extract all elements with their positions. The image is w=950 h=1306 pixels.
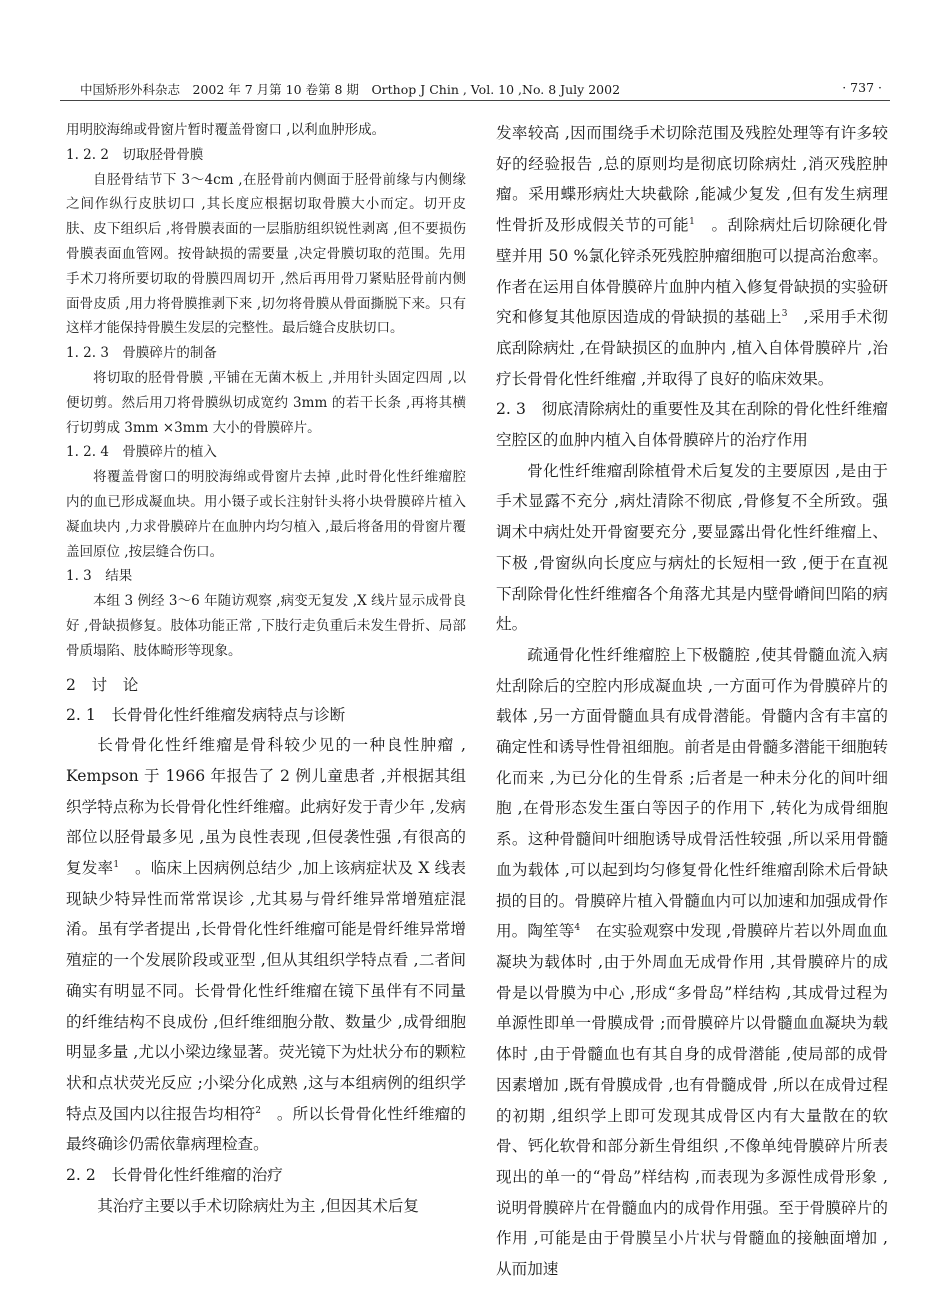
paragraph: 本组 3 例经 3～6 年随访观察 ,病变无复发 ,X 线片显示成骨良好 ,骨缺损修复。肢体功能正常 ,下肢行走负重后未发生骨折、局部骨质塌陷、肢体畸形等现象。 — [66, 593, 466, 659]
text-run: 。所以长骨骨化性纤维瘤的最终确诊仍需依靠病理检查。 — [66, 1104, 466, 1154]
paragraph: 将切取的胫骨骨膜 ,平铺在无菌木板上 ,并用针头固定四周 ,以便切剪。然后用刀将骨膜纵切成宽约 3mm 的若干长条 ,再将其横行切剪成 3mm ×3mm 大小的骨膜碎片。 — [66, 369, 466, 436]
subsection-heading: 1. 2. 4 骨膜碎片的植入 — [66, 444, 217, 461]
subsection-heading: 2. 1 长骨骨化性纤维瘤发病特点与诊断 — [66, 705, 346, 724]
subsection-heading: 1. 2. 3 骨膜碎片的制备 — [66, 345, 217, 362]
paragraph: 自胫骨结节下 3～4cm ,在胫骨前内侧面于胫骨前缘与内侧缘之间作纵行皮肤切口 ,其长度应根据切取骨膜大小而定。切开皮肤、皮下组织后 ,将骨膜表面的一层脂肪组织锐性剥离 ,但不要损伤骨膜表面血管网。按骨缺损的需要量 ,决定骨膜切取的范围。先用手术刀将所要切取的骨膜四周切开 ,然后再用骨刀紧贴胫骨前内侧面骨皮质 ,用力将骨膜推剥下来 ,切勿将骨膜从骨面撕脱下来。只有这样才能保持骨膜生发层的完整性。最后缝合皮肤切口。 — [66, 171, 466, 337]
journal-citation: 中国矫形外科杂志 2002 年 7 月第 10 卷第 8 期 Orthop J Chin , Vol. 10 ,No. 8 July 2002 — [80, 82, 621, 97]
section-heading: 2 讨 论 — [66, 675, 139, 694]
left-column — [66, 118, 466, 1221]
paragraph: 骨化性纤维瘤刮除植骨术后复发的主要原因 ,是由于手术显露不充分 ,病灶清除不彻底 ,骨修复不全所致。强调术中病灶处开骨窗要充分 ,要显露出骨化性纤维瘤上、下极 ,骨窗纵向长度应与病灶的长短相一致 ,便于在直视下刮除骨化性纤维瘤各个角落尤其是内壁骨嵴间凹陷的病灶。 — [496, 461, 888, 634]
right-column — [496, 118, 888, 1285]
text-run: 长骨骨化性纤维瘤是骨科较少见的一种良性肿瘤 , Kempson 于 1966 年报告了 2 例儿童患者 ,并根据其组织学特点称为长骨骨化性纤维瘤。此病好发于青少年 ,发病部位以胫骨最多见 ,虽为良性表现 ,但侵袭性强 ,有很高的复发率 — [66, 736, 466, 878]
subsection-heading: 2. 3 彻底清除病灶的重要性及其在刮除的骨化性纤维瘤空腔区的血肿内植入自体骨膜碎片的治疗作用 — [496, 400, 888, 450]
subsection-heading: 2. 2 长骨骨化性纤维瘤的治疗 — [66, 1166, 283, 1185]
running-header — [60, 78, 890, 101]
paragraph: 其治疗主要以手术切除病灶为主 ,但因其术后复 — [97, 1196, 419, 1215]
text-run: 疏通骨化性纤维瘤腔上下极髓腔 ,使其骨髓血流入病灶刮除后的空腔内形成凝血块 ,一方面可作为骨膜碎片的载体 ,另一方面骨髓血具有成骨潜能。骨髓内含有丰富的确定性和诱导性骨祖细胞。前者是由骨髓多潜能干细胞转化而来 ,为已分化的生骨系 ;后者是一种未分化的间叶细胞 ,在骨形态发生蛋白等因子的作用下 ,转化为成骨细胞系。这种骨髓间叶细胞诱导成骨活性较强 ,所以采用骨髓血为载体 ,可以起到均匀修复骨化性纤维瘤刮除术后骨缺损的目的。骨膜碎片植入骨髓血内可以加速和加强成骨作用。陶笙等 — [496, 645, 888, 941]
page-number: · 737 · — [842, 80, 882, 95]
subsection-heading: 1. 2. 2 切取胫骨骨膜 — [66, 146, 204, 163]
citation-ref: 2 — [255, 1105, 261, 1116]
text-run: 在实验观察中发现 ,骨膜碎片若以外周血血凝块为载体时 ,由于外周血无成骨作用 ,其骨膜碎片的成骨是以骨膜为中心 ,形成“多骨岛”样结构 ,其成骨过程为单源性即单一骨膜成骨 ;而骨膜碎片以骨髓血血凝块为载体时 ,由于骨髓血也有其自身的成骨潜能 ,使局部的成骨因素增加 ,既有骨膜成骨 ,也有骨髓成骨 ,所以在成骨过程的初期 ,组织学上即可发现其成骨区内有大量散在的软骨、钙化软骨和部分新生骨组织 ,不像单纯骨膜碎片所表现出的单一的“骨岛”样结构 ,而表现为多源性成骨形象 ,说明骨膜碎片在骨髓血内的成骨作用强。至于骨膜碎片的作用 ,可能是由于骨膜呈小片状与骨髓血的接触面增加 ,从而加速 — [496, 922, 888, 1279]
paragraph — [496, 118, 888, 394]
citation-ref: 4 — [574, 923, 581, 934]
text-run: ,采用手术彻底刮除病灶 ,在骨缺损区的血肿内 ,植入自体骨膜碎片 ,治疗长骨骨化性纤维瘤 ,并取得了良好的临床效果。 — [496, 308, 888, 388]
citation-ref: 1 — [113, 860, 120, 871]
text-run: 。刮除病灶后切除硬化骨壁并用 50 %氯化锌杀死残腔肿瘤细胞可以提高治愈率。作者在运用自体骨膜碎片血肿内植入修复骨缺损的实验研究和修复其他原因造成的骨缺损的基础上 — [496, 216, 888, 327]
text-run: 。临床上因病例总结少 ,加上该病症状及 X 线表现缺少特异性而常常误诊 ,尤其易与骨纤维异常增殖症混淆。虽有学者提出 ,长骨骨化性纤维瘤可能是骨纤维异常增殖症的一个发展阶段或亚型 ,但从其组织学特点看 ,二者间确实有明显不同。长骨骨化性纤维瘤在镜下虽伴有不同量的纤维结构不良成份 ,但纤维细胞分散、数量少 ,成骨细胞明显多量 ,尤以小梁边缘显著。荧光镜下为灶状分布的颗粒状和点状荧光反应 ;小梁分化成熟 ,这与本组病例的组织学特点及国内以往报告均相符 — [66, 859, 466, 1123]
paragraph — [66, 730, 466, 1160]
subsection-heading: 1. 3 结果 — [66, 568, 133, 585]
paragraph — [496, 640, 888, 1285]
paragraph: 将覆盖骨窗口的明胶海绵或骨窗片去掉 ,此时骨化性纤维瘤腔内的血已形成凝血块。用小镊子或长注射针头将小块骨膜碎片植入凝血块内 ,力求骨膜碎片在血肿内均匀植入 ,最后将备用的骨窗片覆盖回原位 ,按层缝合伤口。 — [66, 469, 466, 560]
citation-ref: 1 — [689, 217, 695, 228]
paragraph: 用明胶海绵或骨窗片暂时覆盖骨窗口 ,以利血肿形成。 — [66, 122, 386, 138]
text-run: 发率较高 ,因而围绕手术切除范围及残腔处理等有许多较好的经验报告 ,总的原则均是彻底切除病灶 ,消灭残腔肿瘤。采用蝶形病灶大块截除 ,能减少复发 ,但有发生病理性骨折及形成假关节的可能 — [496, 124, 888, 235]
citation-ref: 3 — [781, 309, 788, 320]
